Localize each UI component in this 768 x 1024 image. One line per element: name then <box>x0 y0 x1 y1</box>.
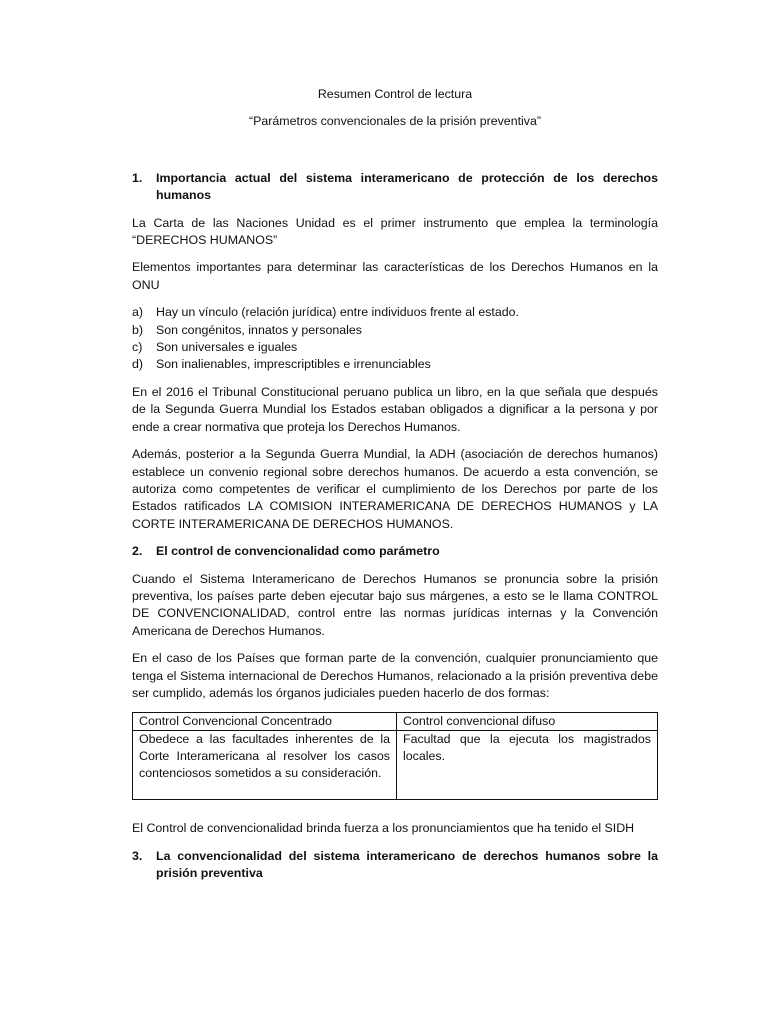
section-1-paragraph-1: La Carta de las Naciones Unidad es el primer instrumento que emplea la terminología “DERECHOS HUMANOS” <box>132 215 658 248</box>
list-item-text: Hay un vínculo (relación jurídica) entre individuos frente al estado. <box>156 305 519 320</box>
section-1-number: 1. <box>132 170 143 185</box>
list-item-text: Son universales e iguales <box>156 340 298 355</box>
table-header-cell: Control convencional difuso <box>397 713 658 731</box>
table-header-cell: Control Convencional Concentrado <box>133 713 397 731</box>
section-1-paragraph-4: Además, posterior a la Segunda Guerra Mundial, la ADH (asociación de derechos humanos) establece un convenio regional sobre derechos humanos. De acuerdo a esta convención, se autoriza como competentes de verificar el cumplimiento de los Derechos por parte de los Estados ratificados LA COMISION INTERAMERICANA DE DERECHOS HUMANOS y LA CORTE INTERAMERICANA DE DERECHOS HUMANOS. <box>132 447 658 531</box>
list-item-letter: a) <box>132 305 144 320</box>
characteristics-list <box>132 304 658 374</box>
section-1-title: Importancia actual del sistema interamericano de protección de los derechos humanos <box>156 170 658 203</box>
list-item-letter: d) <box>132 357 144 372</box>
section-2-paragraph-2: En el caso de los Países que forman parte de la convención, cualquier pronunciamiento que tenga el Sistema internacional de Derechos Humanos, relacionado a la prisión preventiva debe ser cumplido, además los órganos judiciales pueden hacerlo de dos formas: <box>132 651 658 700</box>
document-subtitle: “Parámetros convencionales de la prisión preventiva” <box>248 114 541 129</box>
table-cell: Facultad que la ejecuta los magistrados locales. <box>397 731 658 800</box>
list-item <box>132 322 658 339</box>
control-types-table <box>132 712 658 800</box>
section-1-paragraph-3: En el 2016 el Tribunal Constitucional peruano publica un libro, en la que señala que después de la Segunda Guerra Mundial los Estados estaban obligados a dignificar a la persona y por ende a crear normativa que proteja los Derechos Humanos. <box>132 384 658 434</box>
section-3-title: La convencionalidad del sistema interamericano de derechos humanos sobre la prisión preventiva <box>156 848 658 881</box>
list-item-letter: b) <box>132 322 144 337</box>
section-1-heading <box>132 170 658 205</box>
list-item <box>132 356 658 373</box>
section-2-heading <box>132 543 658 560</box>
list-item-text: Son congénitos, innatos y personales <box>156 322 362 337</box>
table-header-row <box>133 713 658 731</box>
section-2-title: El control de convencionalidad como parámetro <box>156 544 440 559</box>
table-row <box>133 731 658 800</box>
document-title: Resumen Control de lectura <box>317 87 473 101</box>
section-2-paragraph-3: El Control de convencionalidad brinda fuerza a los pronunciamientos que ha tenido el SIDH <box>132 821 635 836</box>
section-3-number: 3. <box>132 848 143 863</box>
list-item <box>132 304 658 321</box>
section-1-paragraph-2: Elementos importantes para determinar las características de los Derechos Humanos en la ONU <box>132 260 658 292</box>
section-3-heading <box>132 848 658 883</box>
list-item-letter: c) <box>132 340 143 355</box>
table-cell: Obedece a las facultades inherentes de la Corte Interamericana al resolver los casos contenciosos sometidos a su consideración. <box>133 731 397 800</box>
list-item-text: Son inalienables, imprescriptibles e irrenunciables <box>156 357 431 372</box>
section-2-paragraph-1: Cuando el Sistema Interamericano de Derechos Humanos se pronuncia sobre la prisión preventiva, los países parte deben ejecutar bajo sus márgenes, a esto se le llama CONTROL DE CONVENCIONALIDAD, control entre las normas jurídicas internas y la Convención Americana de Derechos Humanos. <box>132 571 658 638</box>
list-item <box>132 339 658 356</box>
section-2-number: 2. <box>132 544 143 559</box>
